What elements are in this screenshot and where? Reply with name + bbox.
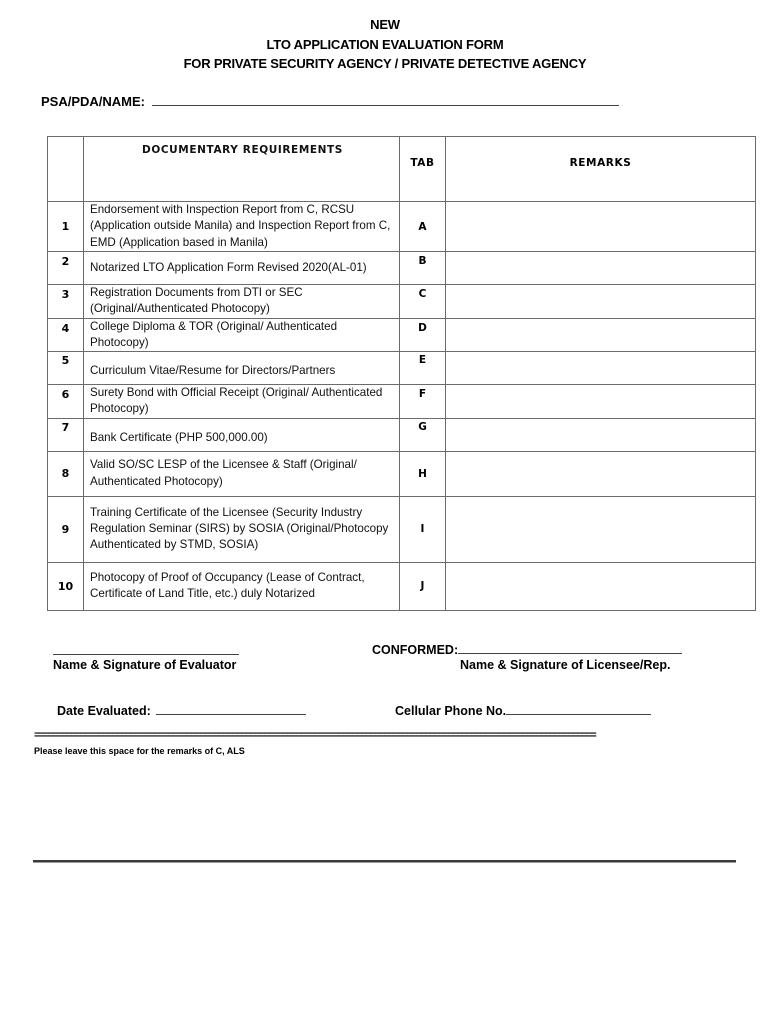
table-row xyxy=(48,451,756,496)
row-requirement: Training Certificate of the Licensee (Security Industry Regulation Seminar (SIRS) by SOSIA (Original/Photocopy Authenticated by STMD, SOSIA) xyxy=(84,496,400,562)
row-remarks[interactable] xyxy=(446,451,756,496)
name-field-input[interactable] xyxy=(152,94,619,106)
date-evaluated-input[interactable] xyxy=(156,703,306,715)
remarks-note: Please leave this space for the remarks of C, ALS xyxy=(34,746,245,756)
evaluator-signature-line[interactable] xyxy=(53,643,239,655)
row-tab: A xyxy=(400,202,446,252)
row-tab: I xyxy=(400,496,446,562)
table-row xyxy=(48,385,756,419)
conformed-signature-line[interactable] xyxy=(458,642,682,654)
row-remarks[interactable] xyxy=(446,385,756,419)
row-remarks[interactable] xyxy=(446,352,756,385)
row-number: 3 xyxy=(48,285,84,319)
table-row xyxy=(48,562,756,610)
licensee-signature-label: Name & Signature of Licensee/Rep. xyxy=(460,658,671,672)
row-remarks[interactable] xyxy=(446,496,756,562)
evaluator-signature-label: Name & Signature of Evaluator xyxy=(53,658,237,672)
header-documentary-requirements: DOCUMENTARY REQUIREMENTS xyxy=(84,137,400,202)
header-remarks: REMARKS xyxy=(446,137,756,202)
row-number: 10 xyxy=(48,562,84,610)
row-remarks[interactable] xyxy=(446,318,756,352)
row-requirement: Photocopy of Proof of Occupancy (Lease of Contract, Certificate of Land Title, etc.) duly Notarized xyxy=(84,562,400,610)
conformed-row xyxy=(372,642,682,657)
table-row xyxy=(48,418,756,451)
phone-label: Cellular Phone No. xyxy=(395,704,507,718)
form-title: LTO APPLICATION EVALUATION FORM xyxy=(266,37,504,52)
header-tab: TAB xyxy=(400,137,446,202)
row-number: 7 xyxy=(48,418,84,451)
bottom-rule xyxy=(33,860,736,863)
table-row xyxy=(48,318,756,352)
table-row xyxy=(48,202,756,252)
table-header-row xyxy=(48,137,756,202)
row-remarks[interactable] xyxy=(446,285,756,319)
row-remarks[interactable] xyxy=(446,562,756,610)
separator-line: ========================================================================================================================== xyxy=(34,732,596,742)
phone-input[interactable] xyxy=(506,703,651,715)
row-remarks[interactable] xyxy=(446,202,756,252)
row-requirement: Registration Documents from DTI or SEC (Original/Authenticated Photocopy) xyxy=(84,285,400,319)
form-subtitle: FOR PRIVATE SECURITY AGENCY / PRIVATE DETECTIVE AGENCY xyxy=(183,56,587,71)
date-evaluated-row xyxy=(57,703,306,718)
name-field-label: PSA/PDA/NAME: xyxy=(41,94,146,109)
row-requirement: Surety Bond with Official Receipt (Original/ Authenticated Photocopy) xyxy=(84,385,400,419)
requirements-table xyxy=(47,136,756,611)
row-number: 8 xyxy=(48,451,84,496)
row-tab: J xyxy=(400,562,446,610)
header-line-new: NEW xyxy=(370,17,400,32)
row-requirement: Valid SO/SC LESP of the Licensee & Staff (Original/ Authenticated Photocopy) xyxy=(84,451,400,496)
date-evaluated-label: Date Evaluated: xyxy=(57,704,151,718)
row-number: 5 xyxy=(48,352,84,385)
row-tab: H xyxy=(400,451,446,496)
table-row xyxy=(48,285,756,319)
row-tab: F xyxy=(400,385,446,419)
row-tab: G xyxy=(400,418,446,451)
row-requirement: Bank Certificate (PHP 500,000.00) xyxy=(84,418,400,451)
row-tab: C xyxy=(400,285,446,319)
row-number: 2 xyxy=(48,252,84,285)
row-remarks[interactable] xyxy=(446,252,756,285)
row-requirement: College Diploma & TOR (Original/ Authenticated Photocopy) xyxy=(84,318,400,352)
row-requirement: Endorsement with Inspection Report from C, RCSU (Application outside Manila) and Inspection Report from C, EMD (Application based in Manila) xyxy=(84,202,400,252)
row-remarks[interactable] xyxy=(446,418,756,451)
row-number: 4 xyxy=(48,318,84,352)
row-requirement: Curriculum Vitae/Resume for Directors/Partners xyxy=(84,352,400,385)
row-number: 6 xyxy=(48,385,84,419)
row-tab: D xyxy=(400,318,446,352)
conformed-label: CONFORMED: xyxy=(372,643,459,657)
table-row xyxy=(48,252,756,285)
header-number xyxy=(48,137,84,202)
row-number: 1 xyxy=(48,202,84,252)
phone-row xyxy=(395,703,651,718)
row-requirement: Notarized LTO Application Form Revised 2020(AL-01) xyxy=(84,252,400,285)
table-row xyxy=(48,352,756,385)
row-tab: E xyxy=(400,352,446,385)
name-field-row xyxy=(41,94,619,109)
row-number: 9 xyxy=(48,496,84,562)
row-tab: B xyxy=(400,252,446,285)
table-row xyxy=(48,496,756,562)
